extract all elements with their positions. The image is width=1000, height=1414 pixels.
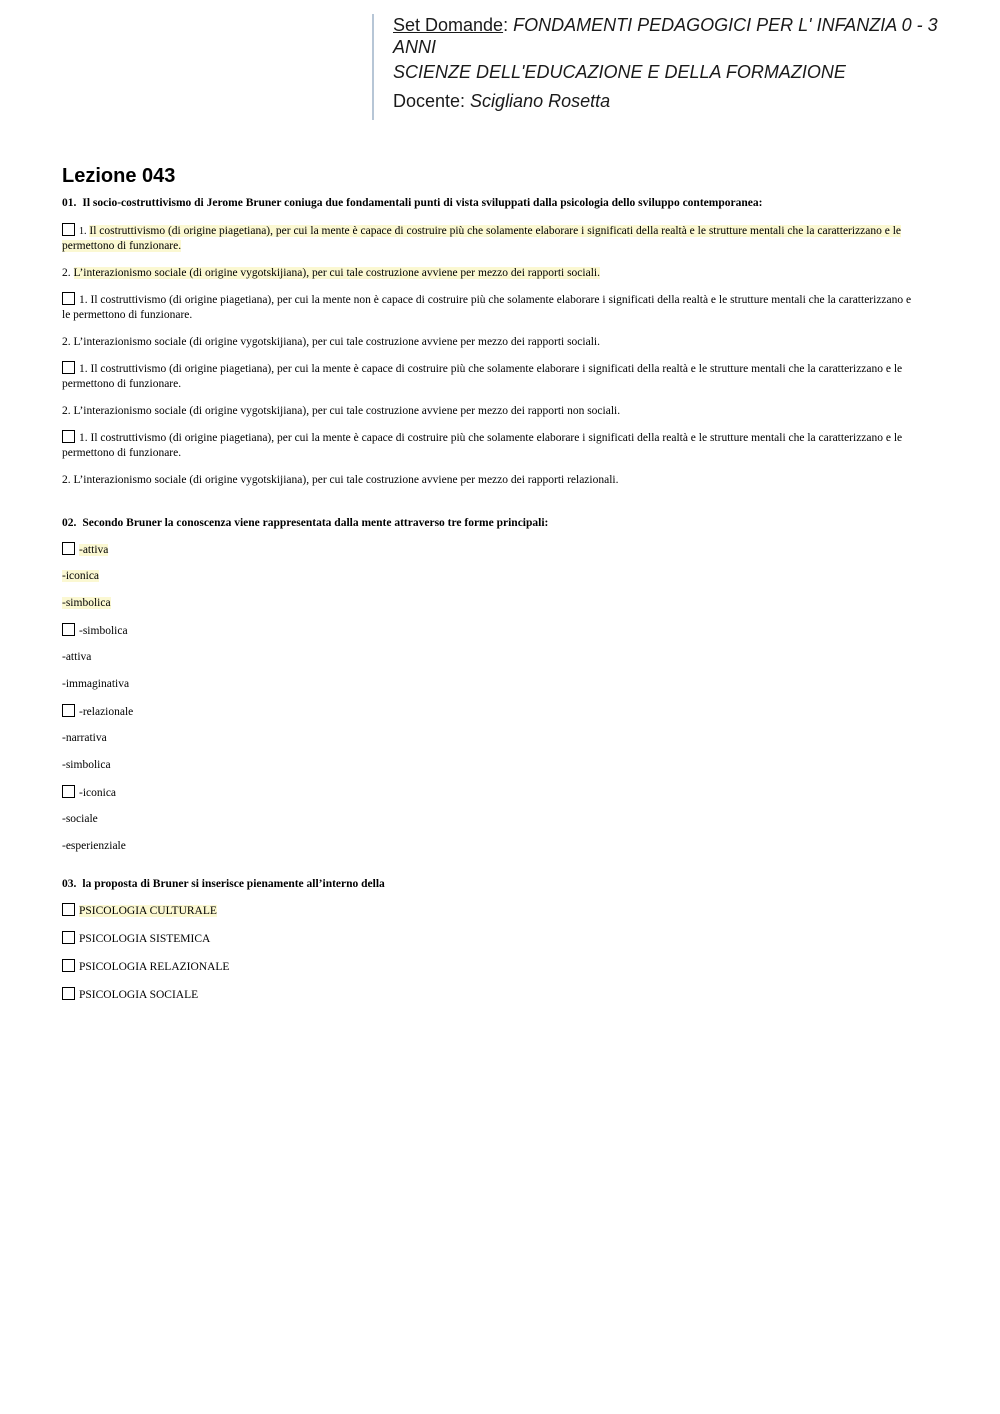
question-2 — [62, 516, 922, 856]
answer-text: -simbolica — [62, 759, 111, 771]
answer-checkbox[interactable] — [62, 623, 75, 636]
answer-text: -esperienziale — [62, 840, 126, 852]
set-separator: : — [503, 15, 514, 35]
question-3 — [62, 877, 922, 1005]
answer-text: -iconica — [79, 787, 117, 799]
answer-checkbox[interactable] — [62, 959, 75, 972]
answer-option — [62, 949, 922, 977]
answer-option — [62, 694, 922, 721]
question-number: 01. — [62, 197, 77, 209]
answer-option — [62, 921, 922, 949]
question-1 — [62, 196, 922, 488]
lesson-title: Lezione 043 — [62, 165, 176, 187]
answer-text: 1. Il costruttivismo (di origine piagetiana), per cui la mente è capace di costruire più che solamente elaborare i significati della realtà e le strutture mentali che la caratterizzano e le permettono di funzionare. — [62, 432, 903, 459]
answer-option — [62, 532, 922, 559]
teacher-label: Docente: — [393, 91, 471, 111]
answer-option — [62, 430, 922, 461]
course-line — [393, 14, 982, 58]
answer-text: -iconica — [62, 570, 100, 582]
answer-text: 1. Il costruttivismo (di origine piagetiana), per cui la mente è capace di costruire più che solamente elaborare i significati della realtà e le strutture mentali che la caratterizzano e le permettono di funzionare. — [62, 363, 903, 390]
question-prompt: Secondo Bruner la conoscenza viene rappresentata dalla mente attraverso tre forme principali: — [82, 517, 549, 529]
question-number: 02. — [62, 517, 77, 529]
answer-checkbox[interactable] — [62, 987, 75, 1000]
answer-text: -attiva — [62, 651, 92, 663]
answer-text: -simbolica — [62, 597, 111, 609]
question-list — [62, 196, 922, 1005]
answer-option — [62, 613, 922, 640]
answer-text: -attiva — [79, 544, 109, 556]
answer-text: Il costruttivismo (di origine piagetiana), per cui la mente è capace di costruire più che solamente elaborare i significati della realtà e le strutture mentali che la caratterizzano e le permettono di funzionare. — [62, 225, 902, 252]
answer-text: -sociale — [62, 813, 98, 825]
teacher-line — [393, 90, 982, 112]
answer-text: PSICOLOGIA RELAZIONALE — [79, 961, 230, 973]
answer-text: -immaginativa — [62, 678, 130, 690]
answer-option — [62, 292, 922, 323]
question-text — [62, 196, 922, 212]
question-text — [62, 516, 922, 532]
answer-text: PSICOLOGIA SOCIALE — [79, 989, 199, 1001]
answer-text: 1. Il costruttivismo (di origine piagetiana), per cui la mente non è capace di costruire più che solamente elaborare i significati della realtà e le strutture mentali che la caratterizzano e le permettono di funzionare. — [62, 294, 912, 321]
answer-text: -simbolica — [79, 625, 128, 637]
answer-option — [62, 893, 922, 921]
answer-checkbox[interactable] — [62, 430, 75, 443]
answer-text: 2. L’interazionismo sociale (di origine vygotskijiana), per cui tale costruzione avviene per mezzo dei rapporti sociali. — [62, 336, 600, 348]
question-prompt: Il socio-costruttivismo di Jerome Bruner coniuga due fondamentali punti di vista sviluppati dalla psicologia dello sviluppo contemporanea: — [82, 197, 763, 209]
answer-text: PSICOLOGIA SISTEMICA — [79, 933, 211, 945]
answer-option — [62, 223, 922, 254]
answer-checkbox[interactable] — [62, 223, 75, 236]
answer-text: -relazionale — [79, 706, 134, 718]
teacher-name: Scigliano Rosetta — [470, 91, 611, 111]
answer-option — [62, 361, 922, 392]
answer-text: -narrativa — [62, 732, 107, 744]
document-header — [372, 14, 982, 120]
answer-text: PSICOLOGIA CULTURALE — [79, 905, 217, 917]
answer-checkbox[interactable] — [62, 704, 75, 717]
answer-checkbox[interactable] — [62, 903, 75, 916]
answer-checkbox[interactable] — [62, 292, 75, 305]
course-title: FONDAMENTI PEDAGOGICI PER L' INFANZIA 0 - 3 ANNI — [393, 15, 938, 57]
answer-checkbox[interactable] — [62, 361, 75, 374]
question-prompt: la proposta di Bruner si inserisce pienamente all’interno della — [82, 878, 385, 890]
answer-text: L’interazionismo sociale (di origine vygotskijiana), per cui tale costruzione avviene per mezzo dei rapporti sociali. — [73, 267, 600, 279]
question-number: 03. — [62, 878, 77, 890]
answer-option — [62, 775, 922, 802]
faculty-name: SCIENZE DELL'EDUCAZIONE E DELLA FORMAZIONE — [393, 62, 846, 82]
answer-text: 2. L’interazionismo sociale (di origine vygotskijiana), per cui tale costruzione avviene per mezzo dei rapporti relazionali. — [62, 474, 619, 486]
answer-option — [62, 977, 922, 1005]
answer-checkbox[interactable] — [62, 542, 75, 555]
question-text — [62, 877, 922, 893]
set-label: Set Domande — [393, 15, 504, 35]
answer-checkbox[interactable] — [62, 931, 75, 944]
answer-prefix: 2. — [62, 267, 71, 279]
answer-prefix: 1. — [79, 226, 87, 237]
answer-checkbox[interactable] — [62, 785, 75, 798]
answer-text: 2. L’interazionismo sociale (di origine vygotskijiana), per cui tale costruzione avviene per mezzo dei rapporti non sociali. — [62, 405, 621, 417]
